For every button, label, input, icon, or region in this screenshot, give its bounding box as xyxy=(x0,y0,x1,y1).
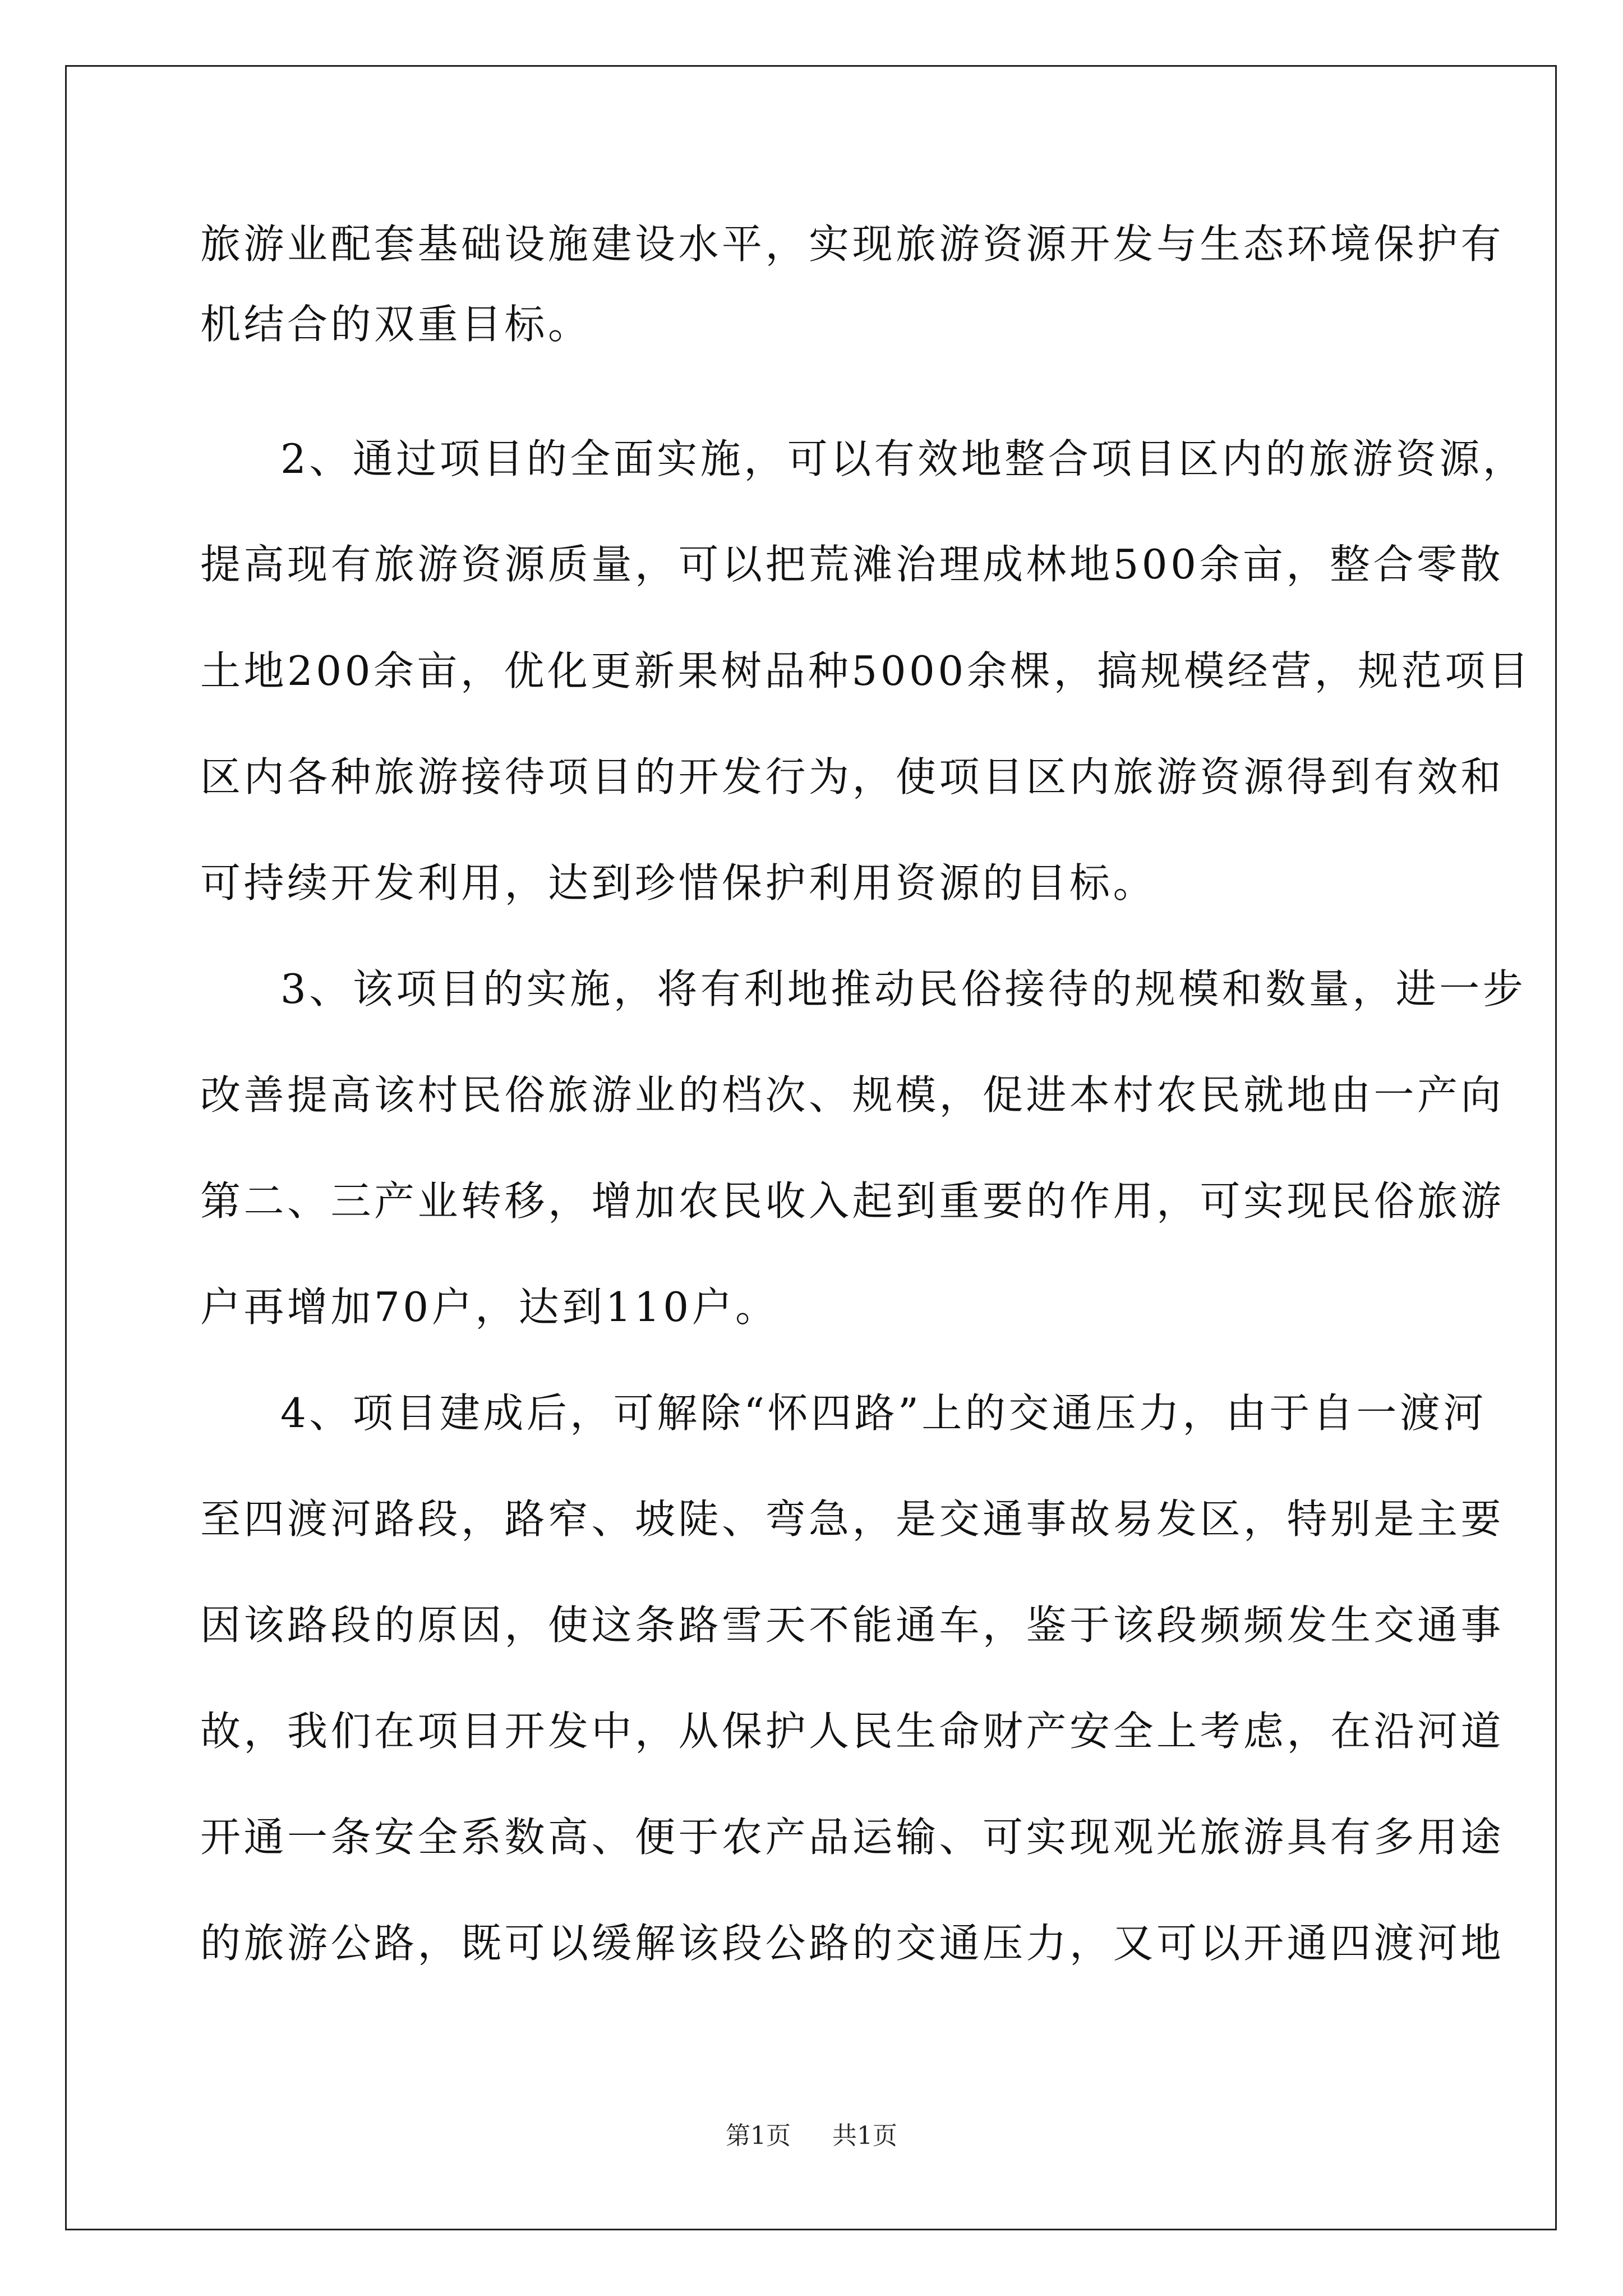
text-line: 可持续开发利用，达到珍惜保护利用资源的目标。 xyxy=(200,859,1157,907)
text-line: 区内各种旅游接待项目的开发行为，使项目区内旅游资源得到有效和 xyxy=(200,753,1505,800)
text-line: 户再增加70户，达到110户。 xyxy=(200,1283,779,1331)
text-line: 4、项目建成后，可解除“怀四路”上的交通压力，由于自一渡河 xyxy=(280,1389,1487,1437)
page-border xyxy=(65,65,1557,2230)
text-line: 开通一条安全系数高、便于农产品运输、可实现观光旅游具有多用途 xyxy=(200,1814,1505,1861)
text-line: 土地200余亩，优化更新果树品种5000余棵，搞规模经营，规范项目 xyxy=(200,647,1532,694)
page-footer xyxy=(0,2119,1623,2153)
page-total: 共1页 xyxy=(832,2122,897,2150)
text-line: 3、该项目的实施，将有利地推动民俗接待的规模和数量，进一步 xyxy=(280,965,1527,1013)
text-line: 故，我们在项目开发中，从保护人民生命财产安全上考虑，在沿河道 xyxy=(200,1708,1505,1755)
text-line: 提高现有旅游资源质量，可以把荒滩治理成林地500余亩，整合零散 xyxy=(200,541,1504,588)
text-line: 机结合的双重目标。 xyxy=(200,301,592,348)
text-line: 的旅游公路，既可以缓解该段公路的交通压力，又可以开通四渡河地 xyxy=(200,1920,1505,1967)
text-line: 改善提高该村民俗旅游业的档次、规模，促进本村农民就地由一产向 xyxy=(200,1071,1505,1119)
text-line: 旅游业配套基础设施建设水平，实现旅游资源开发与生态环境保护有 xyxy=(200,220,1505,268)
text-line: 至四渡河路段，路窄、坡陡、弯急，是交通事故易发区，特别是主要 xyxy=(200,1496,1505,1543)
text-line: 2、通过项目的全面实施，可以有效地整合项目区内的旅游资源， xyxy=(280,435,1527,482)
page-number: 第1页 xyxy=(726,2122,791,2150)
text-line: 第二、三产业转移，增加农民收入起到重要的作用，可实现民俗旅游 xyxy=(200,1177,1505,1225)
text-line: 因该路段的原因，使这条路雪天不能通车，鉴于该段频频发生交通事 xyxy=(200,1602,1505,1649)
